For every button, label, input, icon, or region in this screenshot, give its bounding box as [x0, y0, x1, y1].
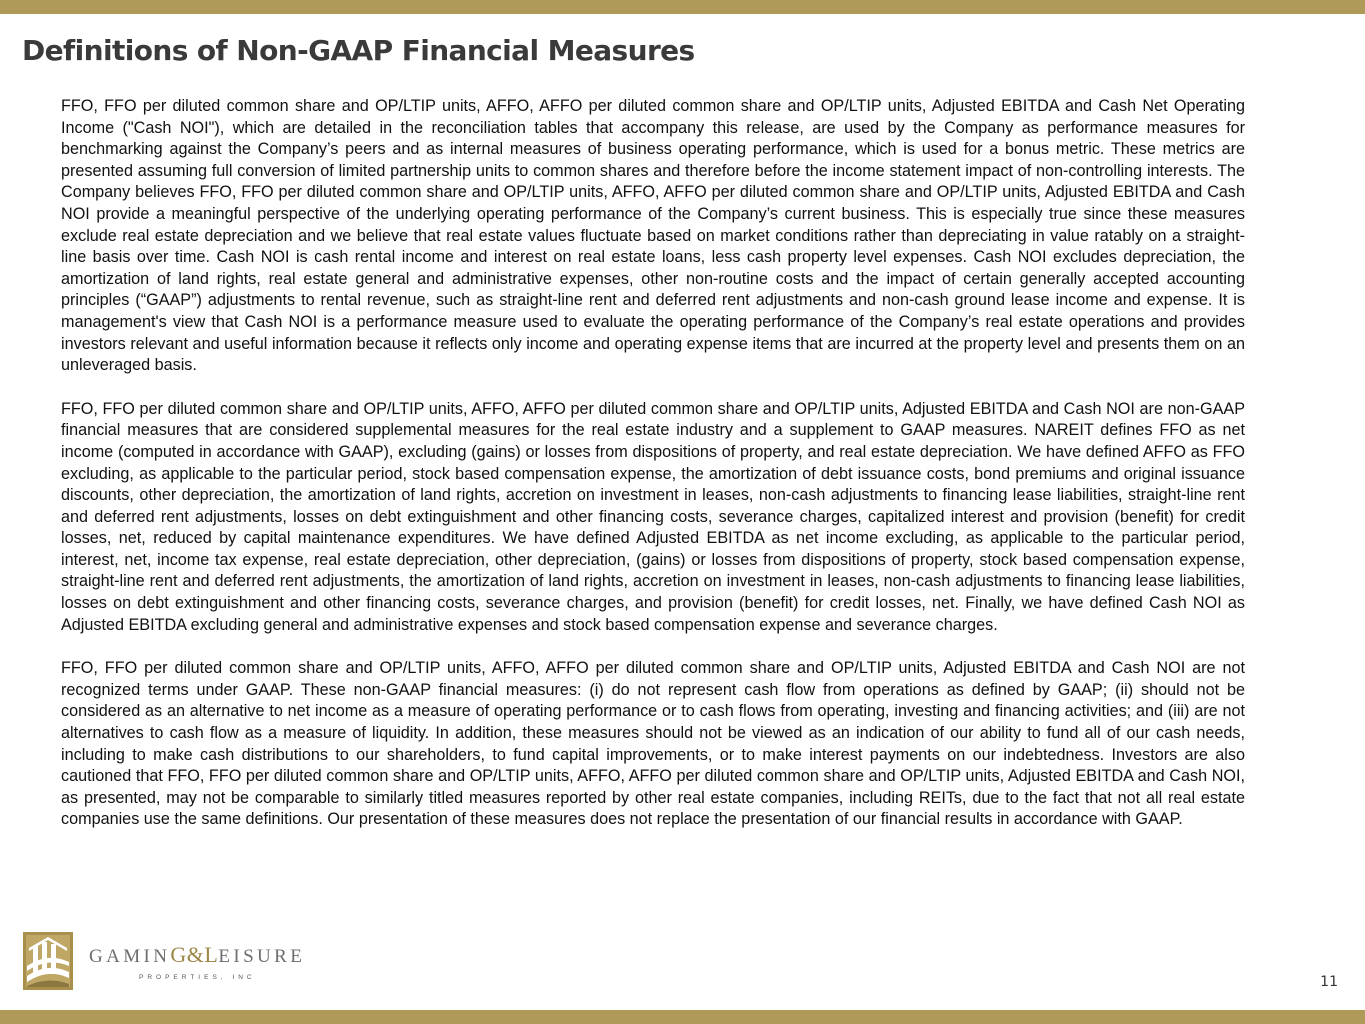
- page-title: Definitions of Non-GAAP Financial Measures: [22, 34, 695, 67]
- paragraph-definitions-detail: FFO, FFO per diluted common share and OP/LTIP units, AFFO, AFFO per diluted common share and OP/LTIP units, Adjusted EBITDA and Cash NOI are non-GAAP financial measures that are considered supplemental measures for the real estate industry and a supplement to GAAP measures. NAREIT defines FFO as net income (computed in accordance with GAAP), excluding (gains) or losses from dispositions of property, and real estate depreciation. We have defined AFFO as FFO excluding, as applicable to the particular period, stock based compensation expense, the amortization of debt issuance costs, bond premiums and original issuance discounts, other depreciation, the amortization of land rights, accretion on investment in leases, non-cash adjustments to financing lease liabilities, straight-line rent and deferred rent adjustments, losses on debt extinguishment and other financing costs, severance charges, capitalized interest and provision (benefit) for credit losses, net, reduced by capital maintenance expenditures. We have defined Adjusted EBITDA as net income excluding, as applicable to the particular period, interest, net, income tax expense, real estate depreciation, other depreciation, (gains) or losses from dispositions of property, stock based compensation expense, straight-line rent and deferred rent adjustments, the amortization of land rights, accretion on investment in leases, non-cash adjustments to financing lease liabilities, losses on debt extinguishment and other financing costs, severance charges, and provision (benefit) for credit losses, net. Finally, we have defined Cash NOI as Adjusted EBITDA excluding general and administrative expenses and stock based compensation expense and severance charges.: [61, 399, 1245, 634]
- logo-wordmark-part1: GAMIN: [89, 946, 171, 967]
- bottom-accent-bar: [0, 1010, 1365, 1024]
- paragraph-definitions-limitations: FFO, FFO per diluted common share and OP/LTIP units, AFFO, AFFO per diluted common share and OP/LTIP units, Adjusted EBITDA and Cash NOI are not recognized terms under GAAP. These non-GAAP financial measures: (i) do not represent cash flow from operations as defined by GAAP; (ii) should not be considered as an alternative to net income as a measure of operating performance or to cash flows from operating, investing and financing activities; and (iii) are not alternatives to cash flow as a measure of liquidity. In addition, these measures should not be viewed as an indication of our ability to fund all of our cash needs, including to make cash distributions to our shareholders, to fund capital improvements, or to make interest payments on our indebtedness. Investors are also cautioned that FFO, FFO per diluted common share and OP/LTIP units, AFFO, AFFO per diluted common share and OP/LTIP units, Adjusted EBITDA and Cash NOI, as presented, may not be comparable to similarly titled measures reported by other real estate companies, including REITs, due to the fact that not all real estate companies use the same definitions. Our presentation of these measures does not replace the presentation of our financial results in accordance with GAAP.: [61, 659, 1245, 829]
- page-number: 11: [1320, 974, 1338, 990]
- logo-wordmark-part3: EISURE: [218, 946, 306, 967]
- logo-building-icon: [23, 932, 73, 990]
- company-logo: [23, 932, 323, 992]
- top-accent-bar: [0, 0, 1365, 14]
- logo-wordmark: [89, 942, 305, 968]
- logo-wordmark-gl: G&L: [170, 942, 219, 967]
- body-text: [61, 96, 1245, 853]
- logo-subtitle: PROPERTIES, INC: [139, 974, 256, 981]
- paragraph-definitions-usage: FFO, FFO per diluted common share and OP/LTIP units, AFFO, AFFO per diluted common share and OP/LTIP units, Adjusted EBITDA and Cash Net Operating Income ("Cash NOI"), which are detailed in the reconciliation tables that accompany this release, are used by the Company as performance measures for benchmarking against the Company’s peers and as internal measures of business operating performance, which is used for a bonus metric. These metrics are presented assuming full conversion of limited partnership units to common shares and therefore before the income statement impact of non-controlling interests. The Company believes FFO, FFO per diluted common share and OP/LTIP units, AFFO, AFFO per diluted common share and OP/LTIP units, Adjusted EBITDA and Cash NOI provide a meaningful perspective of the underlying operating performance of the Company’s current business. This is especially true since these measures exclude real estate depreciation and we believe that real estate values fluctuate based on market conditions rather than depreciating in value ratably on a straight-line basis over time. Cash NOI is cash rental income and interest on real estate loans, less cash property level expenses. Cash NOI excludes depreciation, the amortization of land rights, real estate general and administrative expenses, other non-routine costs and the impact of certain generally accepted accounting principles (“GAAP”) adjustments to rental revenue, such as straight-line rent and deferred rent adjustments and non-cash ground lease income and expense. It is management's view that Cash NOI is a performance measure used to evaluate the operating performance of the Company’s real estate operations and provides investors relevant and useful information because it reflects only income and operating expense items that are incurred at the property level and presents them on an unleveraged basis.: [61, 97, 1245, 375]
